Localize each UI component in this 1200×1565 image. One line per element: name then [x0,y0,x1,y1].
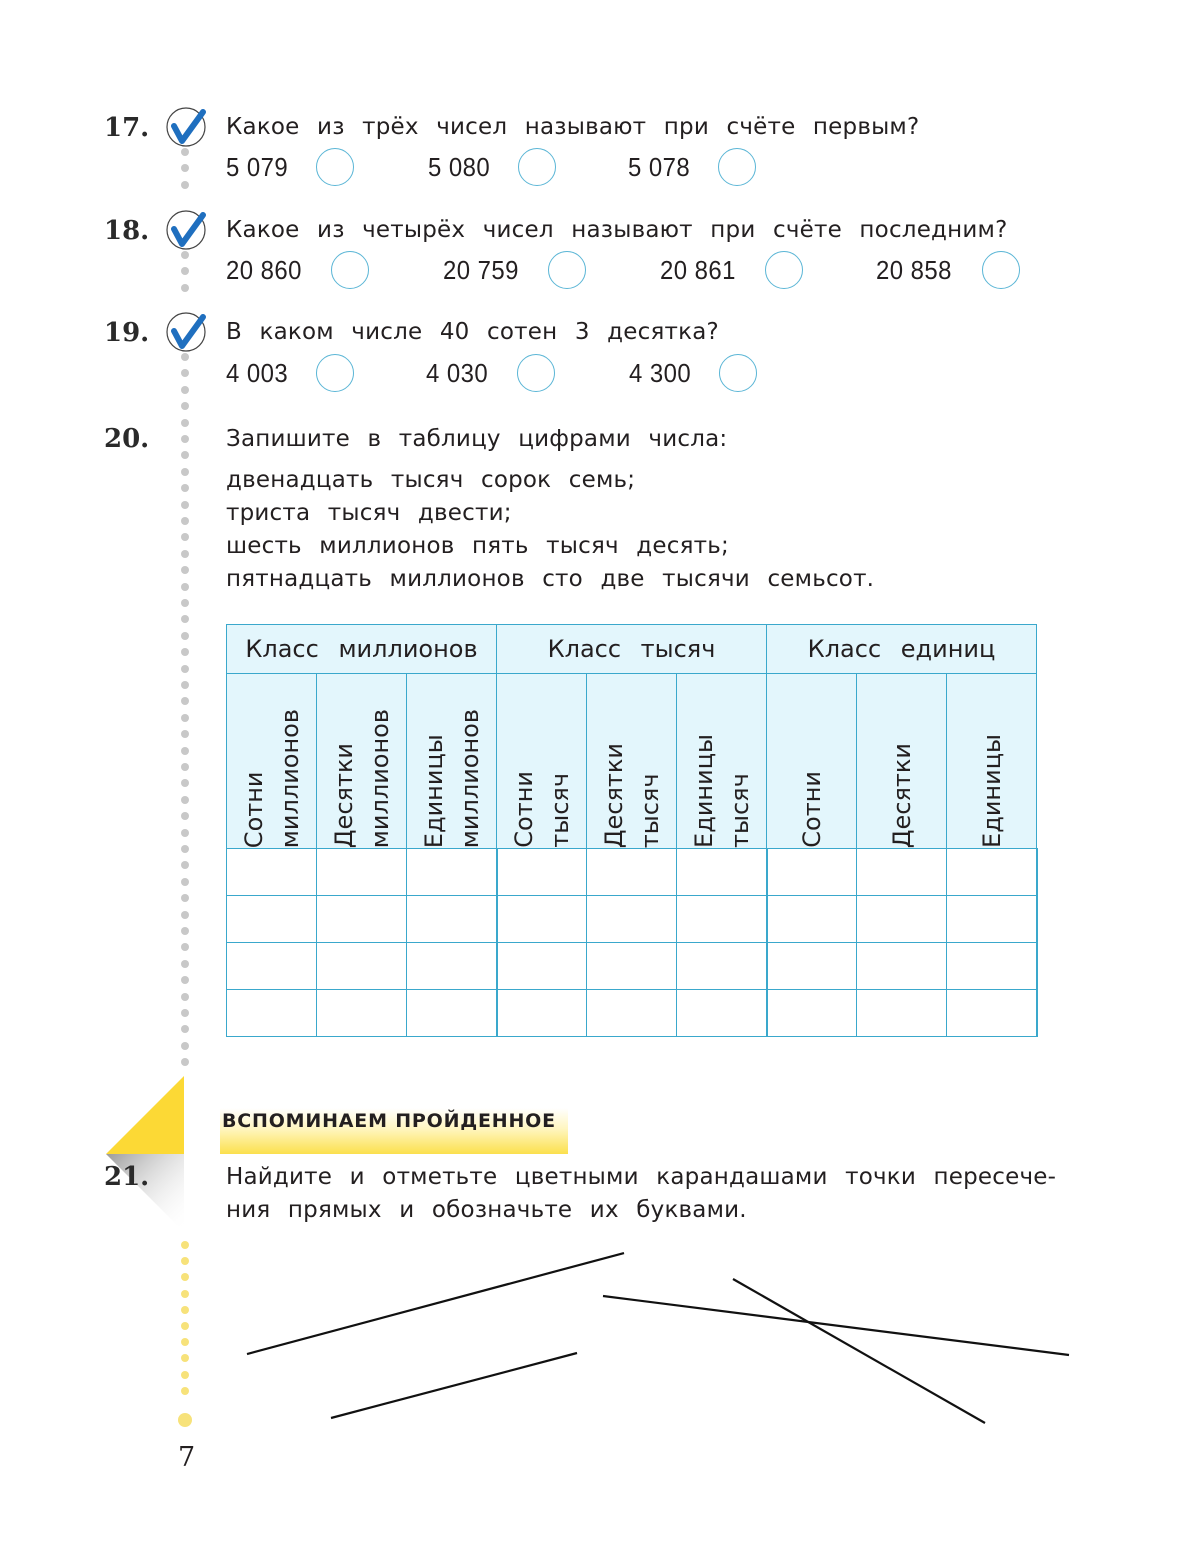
line-segment [733,1279,985,1423]
order-header: Единицы миллионов [407,674,497,849]
number-words-line: двенадцать тысяч сорок семь; [226,467,636,493]
number-words-line: пятнадцать миллионов сто две тысячи семьсот. [226,566,875,592]
question-text: Какое из трёх чисел называют при счёте первым? [226,114,920,140]
class-header-thousands: Класс тысяч [497,625,767,674]
section-banner-title: ВСПОМИНАЕМ ПРОЙДЕННОЕ [222,1110,556,1132]
answer-option-label: 5 080 [428,152,491,182]
number-words-line: триста тысяч двести; [226,500,512,526]
answer-option-label: 20 759 [443,255,519,285]
order-header: Десятки миллионов [317,674,407,849]
order-header: Десятки тысяч [587,674,677,849]
answer-option-label: 5 078 [628,152,691,182]
answer-option-label: 20 860 [226,255,302,285]
task-text-line: Найдите и отметьте цветными карандашами точки пересече- [226,1164,1057,1190]
order-header: Сотни миллионов [227,674,317,849]
task-text-line: ния прямых и обозначьте их буквами. [226,1197,747,1223]
exercise-number: 21. [104,1162,150,1192]
answer-option-label: 4 003 [226,358,289,388]
exercise-number: 17. [104,113,150,143]
answer-option-label: 20 861 [660,255,736,285]
number-words-line: шесть миллионов пять тысяч десять; [226,533,729,559]
order-header: Единицы тысяч [677,674,767,849]
order-header: Сотни тысяч [497,674,587,849]
instruction-text: Запишите в таблицу цифрами числа: [226,426,728,452]
answer-option-label: 4 300 [629,358,692,388]
line-segment [331,1353,577,1418]
order-header: Десятки [857,674,947,849]
order-header: Единицы [947,674,1037,849]
order-header: Сотни [767,674,857,849]
answer-option-label: 5 079 [226,152,289,182]
page-number: 7 [178,1442,196,1473]
question-text: Какое из четырёх чисел называют при счёте последним? [226,217,1008,243]
line-segment [603,1296,1069,1355]
answer-option-label: 20 858 [876,255,952,285]
exercise-number: 20. [104,424,150,454]
class-header-units: Класс единиц [767,625,1037,674]
exercise-number: 19. [104,318,150,348]
question-text: В каком числе 40 сотен 3 десятка? [226,319,719,345]
exercise-number: 18. [104,216,150,246]
answer-option-label: 4 030 [426,358,489,388]
line-segment [247,1253,624,1354]
class-header-millions: Класс миллионов [227,625,497,674]
